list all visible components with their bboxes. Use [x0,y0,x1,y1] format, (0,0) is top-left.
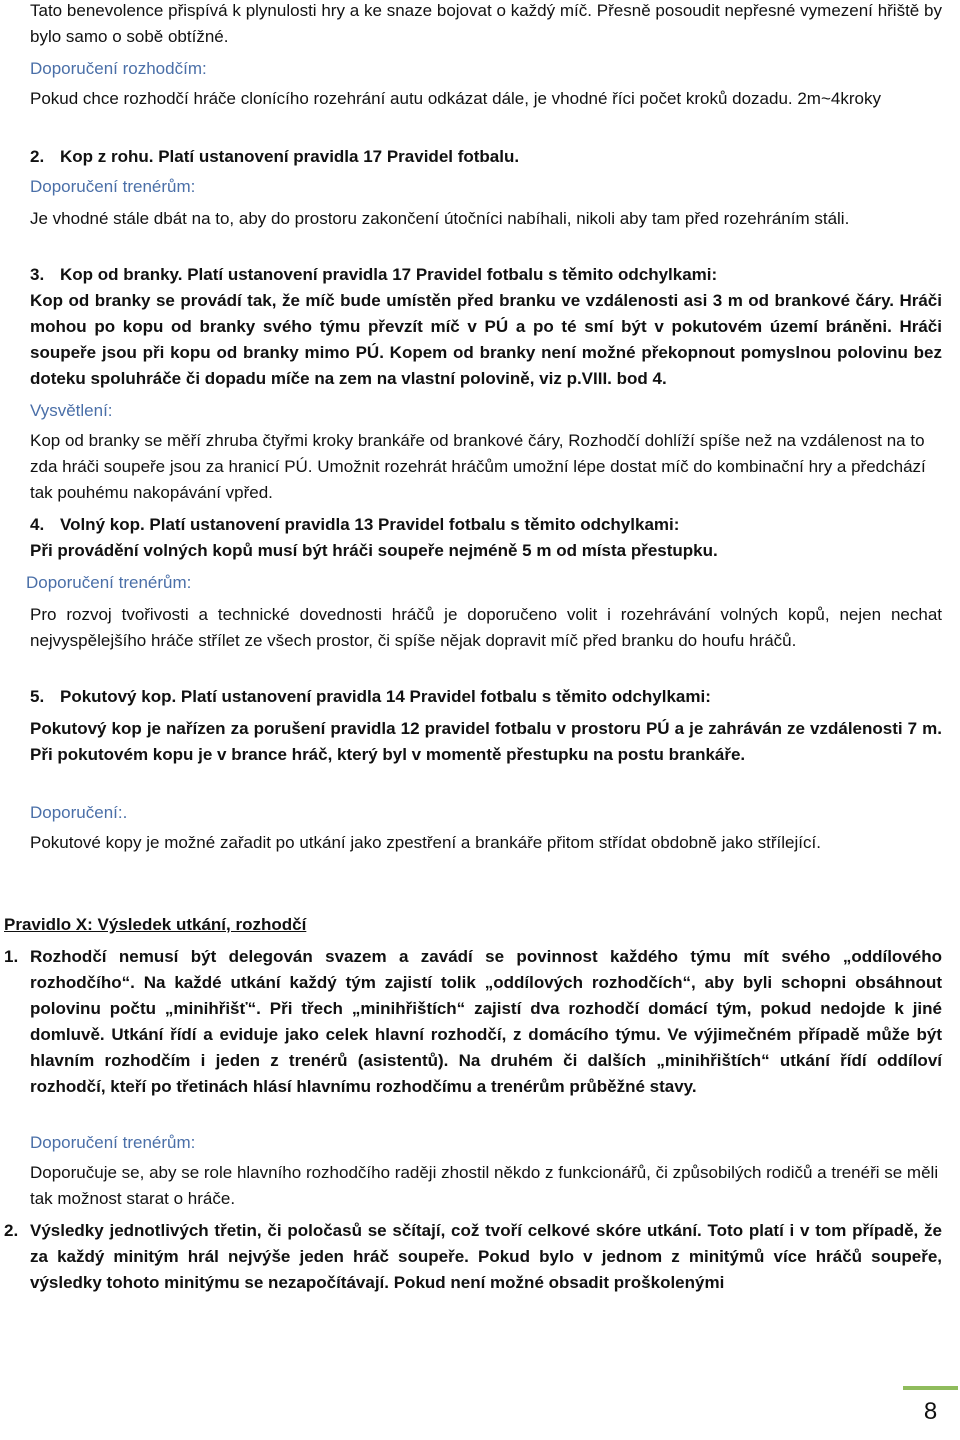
item2-recommendation-text: Je vhodné stále dbát na to, aby do prostoru zakončení útočníci nabíhali, nikoli aby tam před rozehráním stáli. [30,209,850,228]
x2-item [4,1218,942,1296]
section-title: Pravidlo X: Výsledek utkání, rozhodčí [4,915,307,934]
item2-title-text: Kop z rohu. Platí ustanovení pravidla 17 Pravidel fotbalu. [60,147,520,166]
item4-rule-text: Při provádění volných kopů musí být hráči soupeře nejméně 5 m od místa přestupku. [30,541,718,560]
item3-explanation-heading: Vysvětlení: [30,401,113,420]
item3-rule-text: Kop od branky se provádí tak, že míč bude umístěn před branku ve vzdálenosti asi 3 m od brankové čáry. Hráči mohou po kopu od branky svého týmu převzít míč v PÚ a po té smí být v pokutovém území bráněni. Hráči soupeře jsou při kopu od branky mimo PÚ. Kopem od branky není možné překopnout pomyslnou polovinu bez doteku spoluhráče či dopadu míče na zem na vlastní polovině, viz p.VIII. bod 4. [30,291,942,388]
item5-rule-text: Pokutový kop je nařízen za porušení pravidla 12 pravidel fotbalu v prostoru PÚ a je zahráván ze vzdálenosti 7 m. Při pokutovém kopu je v brance hráč, který byl v momentě přestupku na postu brankáře. [30,719,942,764]
x1-recommendation-heading: Doporučení trenérům: [30,1133,196,1152]
item4-title [30,512,942,538]
item2-title [30,144,942,170]
item5-title-text: Pokutový kop. Platí ustanovení pravidla 14 Pravidel fotbalu s těmito odchylkami: [60,687,711,706]
item2-number: 2. [30,147,45,166]
intro-paragraph: Tato benevolence přispívá k plynulosti hry a ke snaze bojovat o každý míč. Přesně posoudit nepřesné vymezení hřiště by bylo samo o sobě obtížné. [30,1,942,46]
item1-recommendation-heading: Doporučení rozhodčím: [30,59,207,78]
item5-recommendation-text: Pokutové kopy je možné zařadit po utkání jako zpestření a brankáře přitom střídat obdobně jako střílející. [30,833,821,852]
x2-number: 2. [4,1221,19,1240]
item3-title-text: Kop od branky. Platí ustanovení pravidla 17 Pravidel fotbalu s těmito odchylkami: [60,265,718,284]
x2-text: Výsledky jednotlivých třetin, či poločasů se sčítají, což tvoří celkové skóre utkání. Toto platí i v tom případě, že za každý minitým hrál nejvýše jeden hráč soupeře. Pokud bylo v jednom z minitýmů více hráčů soupeře, výsledky tohoto minitýmu se nezapočítávají. Pokud není možné obsadit proškolenými [30,1221,942,1292]
item4-recommendation-text: Pro rozvoj tvořivosti a technické dovednosti hráčů je doporučeno volit i rozehrávání volných kopů, nejen nechat nejvyspělejšího hráče střílet ze všech prostor, či spíše nějak dopravit míč před branku do houfu hráčů. [30,605,942,650]
item5-recommendation-heading: Doporučení:. [30,803,128,822]
x1-text: Rozhodčí nemusí být delegován svazem a zavádí se povinnost každého týmu mít svého „oddílového rozhodčího“. Na každé utkání každý tým zajistí tolik „oddílových rozhodčích“, aby byli schopni obsáhnout polovinu počtu „minihřišť“. Při třech „minihřištích“ zajistí dva rozhodčí domácí tým, pokud nedojde k jiné domluvě. Utkání řídí a eviduje jako celek hlavní rozhodčí, z domácího týmu. Ve výjimečném případě může být hlavním rozhodčím i jeden z trenérů (asistentů). Na druhém či dalších „minihřištích“ utkání řídí oddíloví rozhodčí, kteří po třetinách hlásí hlavnímu rozhodčímu a trenérům průběžné stavy. [30,947,942,1096]
item3-explanation-text: Kop od branky se měří zhruba čtyřmi kroky brankáře od brankové čáry, Rozhodčí dohlíží spíše než na vzdálenost na to zda hráči soupeře jsou za hranicí PÚ. Umožnit rozehrát hráčům umožní lépe dostat míč do kombinační hry a předchází tak pouhému nakopávání vpřed. [30,431,926,502]
item5-title [30,684,942,710]
item5-number: 5. [30,687,45,706]
item3-title [30,262,942,288]
x1-number: 1. [4,947,19,966]
item4-title-text: Volný kop. Platí ustanovení pravidla 13 Pravidel fotbalu s těmito odchylkami: [60,515,680,534]
item3-number: 3. [30,265,45,284]
item4-recommendation-heading: Doporučení trenérům: [26,573,192,592]
x1-recommendation-text: Doporučuje se, aby se role hlavního rozhodčího raději zhostil někdo z funkcionářů, či způsobilých rodičů a trenéři se měli tak možnost starat o hráče. [30,1163,939,1208]
item4-number: 4. [30,515,45,534]
item1-recommendation-text: Pokud chce rozhodčí hráče clonícího rozehrání autu odkázat dále, je vhodné říci počet kroků dozadu. 2m~4kroky [30,89,881,108]
x1-item [4,944,942,1100]
item2-recommendation-heading: Doporučení trenérům: [30,177,196,196]
page-number: 8 [903,1386,958,1440]
